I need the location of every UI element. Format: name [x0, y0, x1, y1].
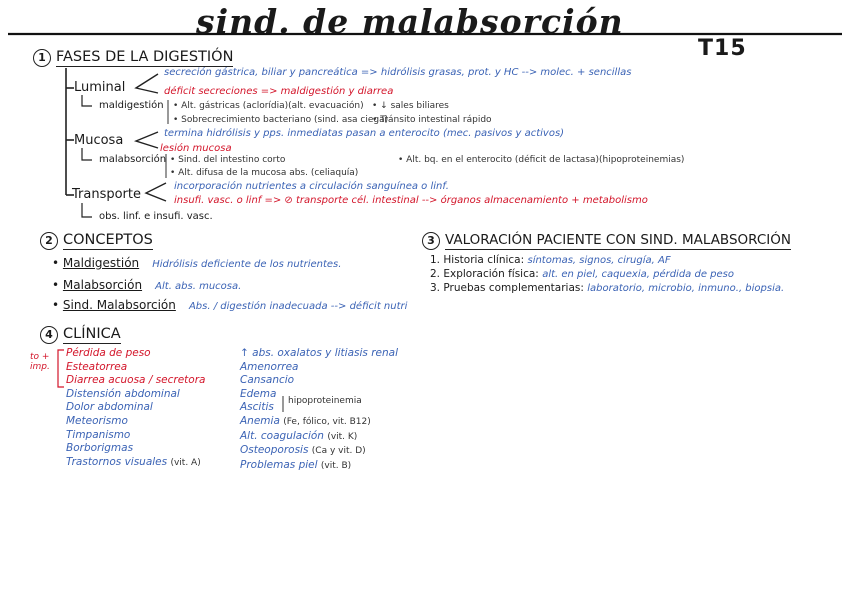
luminal-label: Luminal [74, 80, 126, 95]
item-value: síntomas, signos, cirugía, AF [527, 255, 671, 266]
luminal-cause-4: • Tránsito intestinal rápido [372, 115, 492, 125]
concept-desc: Hidrólisis deficiente de los nutrientes. [152, 259, 342, 270]
section-3-header [422, 232, 791, 250]
clinica-item-note: (vit. A) [170, 457, 201, 468]
clinica-item-text: ↑ abs. oxalatos y litiasis renal [240, 347, 398, 359]
mucosa-lesion: lesión mucosa [160, 143, 232, 154]
clinica-item-note: (Fe, fólico, vit. B12) [283, 416, 371, 427]
transporte-description: incorporación nutrientes a circulación sanguínea o linf. [174, 181, 449, 192]
clinica-item-text: Problemas piel [240, 458, 318, 471]
mucosa-cause-2: • Alt. difusa de la mucosa abs. (celiaquía) [170, 168, 359, 178]
section-1-header [33, 49, 233, 67]
assessment-item [430, 268, 734, 280]
clinica-item: Diarrea acuosa / secretora [66, 374, 206, 387]
clinica-item-text: Trastornos visuales [66, 455, 168, 468]
mucosa-description: termina hidrólisis y pps. inmediatas pasan a enterocito (mec. pasivos y activos) [164, 128, 565, 139]
maldigestion-label: maldigestión [99, 100, 164, 111]
luminal-deficit: déficit secreciones => maldigestión y diarrea [164, 86, 394, 97]
item-key: Exploración física: [443, 268, 539, 280]
topic-code: T15 [698, 36, 747, 61]
clinica-item-note: (vit. B) [320, 460, 352, 471]
clinica-left-list [66, 347, 205, 470]
mucosa-cause-3: • Alt. bq. en el enterocito (déficit de lactasa)(hipoproteinemias) [398, 155, 685, 165]
hipoproteinemia-note: hipoproteinemia [288, 396, 362, 406]
clinica-item: Meteorismo [66, 414, 128, 427]
page-title: sind. de malabsorción [196, 2, 624, 41]
clinica-item: Timpanismo [66, 428, 131, 441]
concept-term: Maldigestión [62, 256, 140, 270]
item-value: alt. en piel, caquexia, pérdida de peso [542, 269, 734, 280]
clinica-item-text: Edema [240, 387, 277, 400]
clinica-item: Distensión abdominal [66, 387, 180, 400]
clinica-item [240, 347, 398, 361]
section-2-title: CONCEPTOS [63, 232, 153, 248]
mucosa-cause-1: • Sind. del intestino corto [170, 155, 286, 165]
assessment-item [430, 282, 784, 294]
luminal-cause-3: • ↓ sales biliares [372, 101, 449, 111]
assessment-item [430, 254, 671, 266]
clinica-item-note: (Ca y vit. D) [311, 446, 366, 457]
section-1-title: FASES DE LA DIGESTIÓN [56, 49, 234, 65]
section-4-header [40, 326, 121, 344]
concept-item: • Maldigestión Hidrólisis deficiente de los nutrientes. [52, 256, 342, 270]
luminal-cause-1: • Alt. gástricas (aclorídia)(alt. evacuación) [173, 101, 364, 111]
concept-item: • Sind. Malabsorción Abs. / digestión inadecuada --> déficit nutri [52, 298, 408, 312]
section-4-title: CLÍNICA [63, 326, 121, 342]
concept-term: Malabsorción [62, 278, 143, 292]
clinica-item [240, 415, 398, 430]
item-key: Pruebas complementarias: [443, 282, 584, 294]
clinica-item [240, 374, 398, 388]
clinica-item-text: Cansancio [240, 374, 295, 387]
clinica-item: Pérdida de peso [66, 347, 151, 359]
concept-item: • Malabsorción Alt. abs. mucosa. [52, 278, 242, 292]
luminal-cause-2: • Sobrecrecimiento bacteriano (sind. asa ciega) [173, 115, 389, 125]
clinica-item [66, 456, 205, 471]
concept-term: Sind. Malabsorción [62, 298, 176, 312]
clinica-item-text: Alt. coagulación [240, 429, 324, 442]
item-number: 3. [430, 282, 441, 294]
item-number: 1. [430, 254, 441, 266]
section-number-badge: 4 [40, 326, 58, 344]
section-3-title: VALORACIÓN PACIENTE CON SIND. MALABSORCIÓN [445, 232, 791, 248]
mucosa-label: Mucosa [74, 133, 124, 148]
concept-desc: Abs. / digestión inadecuada --> déficit nutri [188, 301, 408, 312]
clinica-item: Borborigmas [66, 442, 134, 455]
clinica-item [240, 361, 398, 375]
clinica-item-note: (vit. K) [327, 431, 358, 442]
transporte-sub: obs. linf. e insufi. vasc. [99, 211, 213, 222]
clinica-item [240, 430, 398, 445]
clinica-item-text: Osteoporosis [240, 444, 309, 457]
section-2-header [40, 232, 153, 250]
section-number-badge: 2 [40, 232, 58, 250]
clinica-right-list [240, 347, 398, 473]
item-value: laboratorio, microbio, inmuno., biopsia. [587, 283, 785, 294]
clinica-item-text: Ascitis [240, 401, 274, 414]
transporte-deficit: insufi. vasc. o linf => ⊘ transporte cél. intestinal --> órganos almacenamiento + metabolismo [174, 195, 648, 206]
item-number: 2. [430, 268, 441, 280]
concept-desc: Alt. abs. mucosa. [155, 281, 242, 292]
item-key: Historia clínica: [443, 254, 525, 266]
luminal-description: secreción gástrica, biliar y pancreática => hidrólisis grasas, prot. y HC --> molec. + sencillas [164, 67, 632, 78]
clinica-item: Dolor abdominal [66, 401, 153, 414]
section-number-badge: 3 [422, 232, 440, 250]
malabsorcion-label: malabsorción [99, 154, 167, 165]
section-number-badge: 1 [33, 49, 51, 67]
clinica-item: Esteatorrea [66, 360, 128, 373]
clinica-item [240, 444, 398, 459]
importance-note: to + imp. [30, 352, 50, 372]
transporte-label: Transporte [72, 187, 141, 202]
clinica-item-text: Anemia [240, 414, 280, 427]
clinica-item-text: Amenorrea [240, 360, 299, 373]
clinica-item [240, 459, 398, 474]
